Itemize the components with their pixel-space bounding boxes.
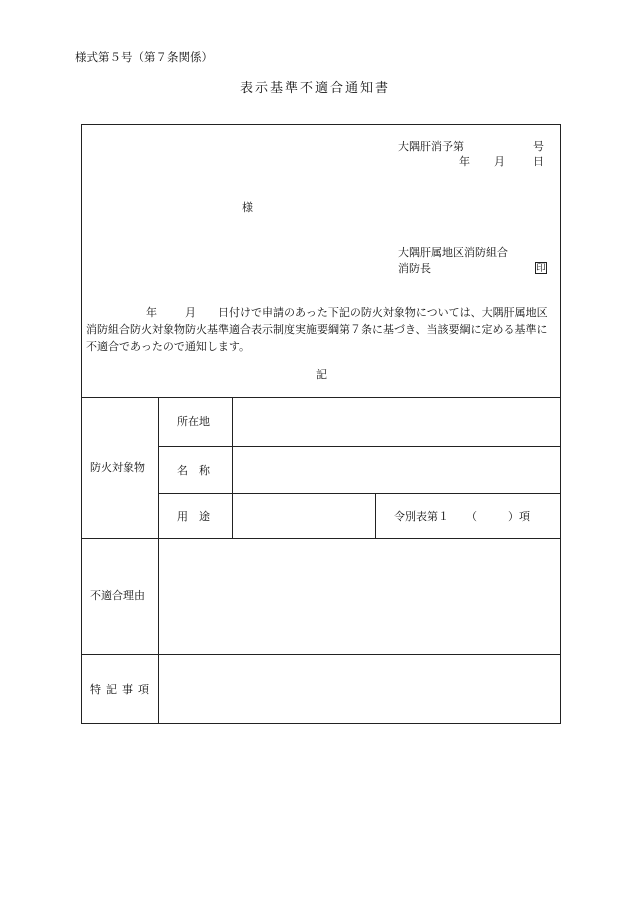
sublabel-column-rule (232, 397, 233, 538)
body-text: 日付けで申請のあった下記の防火対象物については、大隅肝属地区消防組合防火対象物防火基準適合表示制度実施要綱第７条に基づき、当該要綱に定める基準に不適合であったので通知します。 (86, 306, 548, 353)
date-day-label: 日 (533, 155, 544, 168)
form-frame (81, 124, 561, 724)
label-column-rule (158, 397, 159, 724)
row-rule-2 (159, 493, 561, 494)
document-title: 表示基準不適合通知書 (239, 81, 390, 96)
addressee-suffix: 様 (242, 201, 253, 214)
nonconformity-reason-label: 不適合理由 (90, 589, 145, 602)
date-month-label: 月 (494, 155, 505, 168)
location-label: 所在地 (177, 415, 210, 428)
fire-object-label: 防火対象物 (90, 461, 145, 474)
table-top-rule (81, 397, 561, 398)
ordinance-paren-open: （ (466, 510, 477, 523)
ordinance-prefix: 令別表第１ (394, 510, 449, 523)
doc-number-suffix: 号 (533, 140, 544, 153)
body-year-label: 年 (146, 306, 157, 319)
date-year-label: 年 (459, 155, 470, 168)
ordinance-paren-close: ）項 (508, 510, 530, 523)
usage-split-rule (375, 493, 376, 538)
remarks-label: 特記事項 (90, 683, 154, 696)
form-number: 様式第５号（第７条関係） (75, 50, 213, 64)
doc-number-prefix: 大隅肝消予第 (398, 140, 464, 153)
usage-label: 用 途 (177, 510, 210, 523)
seal-stamp-box: 印 (536, 263, 546, 274)
name-label: 名 称 (177, 464, 210, 477)
row-rule-4 (81, 654, 561, 655)
body-month-label: 月 (185, 306, 196, 319)
notice-body (86, 304, 554, 355)
row-rule-1 (159, 446, 561, 447)
row-rule-3 (81, 538, 561, 539)
issuer-title: 消防長 (398, 262, 431, 275)
ki-label: 記 (316, 368, 327, 381)
issuer-organization: 大隅肝属地区消防組合 (398, 246, 508, 259)
